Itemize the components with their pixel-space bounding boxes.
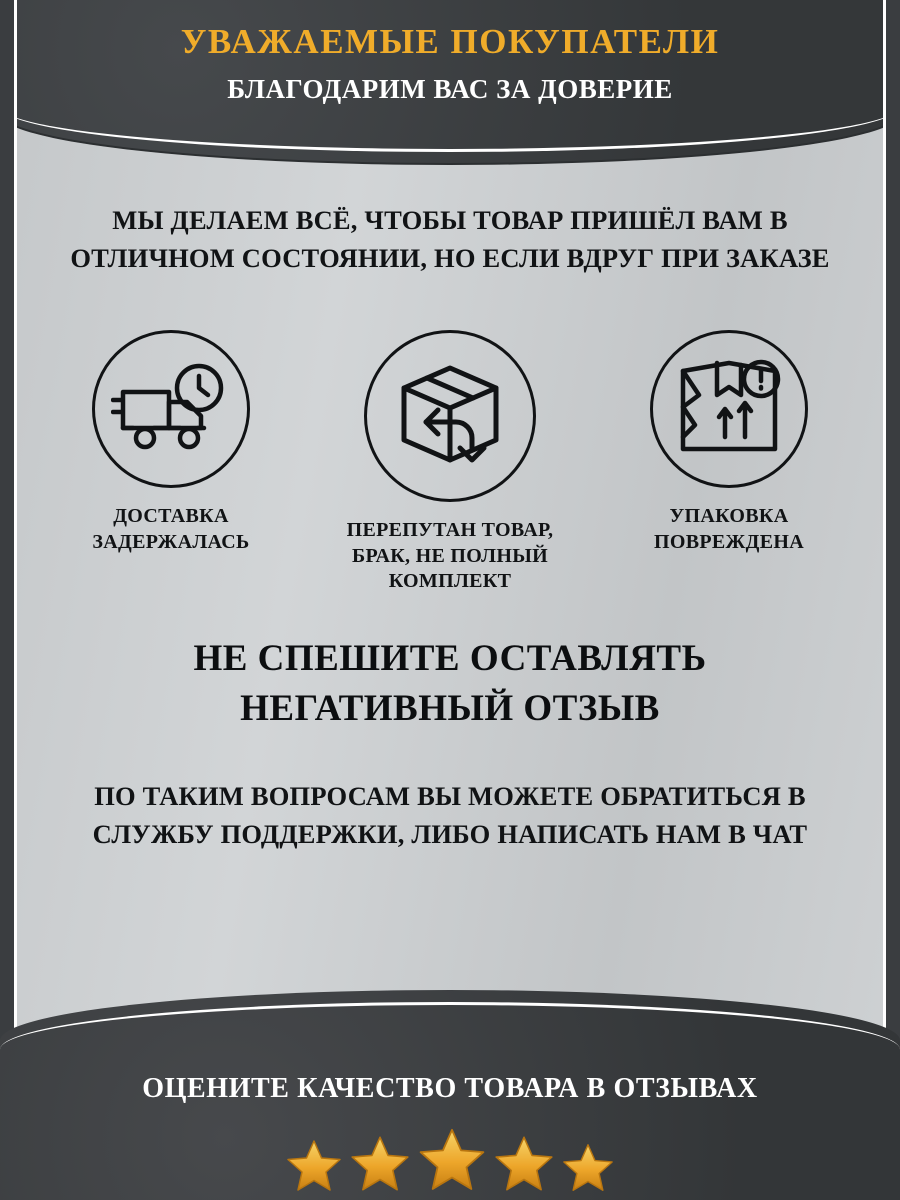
page-title: УВАЖАЕМЫЕ ПОКУПАТЕЛИ	[180, 22, 720, 61]
footer-title: ОЦЕНИТЕ КАЧЕСТВО ТОВАРА В ОТЗЫВАХ	[142, 1073, 758, 1105]
issues-row	[36, 330, 864, 595]
right-rail	[886, 0, 900, 1200]
right-rail-line	[883, 0, 886, 1200]
issue-item-damaged-package	[594, 330, 864, 555]
star-icon	[349, 1134, 411, 1194]
delivery-truck-clock-icon	[92, 330, 250, 488]
star-icon	[285, 1138, 343, 1194]
star-icon	[417, 1126, 487, 1194]
header-subtitle: БЛАГОДАРИМ ВАС ЗА ДОВЕРИЕ	[227, 74, 673, 104]
intro-text: МЫ ДЕЛАЕМ ВСЁ, ЧТОБЫ ТОВАР ПРИШЁЛ ВАМ В ОТЛИЧНОМ СОСТОЯНИИ, НО ЕСЛИ ВДРУГ ПРИ ЗАКАЗЕ	[70, 205, 830, 273]
star-icon	[561, 1142, 615, 1194]
issue-item-delivery-delayed	[36, 330, 306, 555]
issue-caption: УПАКОВКА ПОВРЕЖДЕНА	[654, 505, 804, 553]
left-rail	[0, 0, 14, 1200]
rating-stars	[0, 1126, 900, 1194]
damaged-package-warning-icon	[650, 330, 808, 488]
headline-text: НЕ СПЕШИТЕ ОСТАВЛЯТЬ НЕГАТИВНЫЙ ОТЗЫВ	[193, 638, 707, 729]
star-icon	[493, 1134, 555, 1194]
box-return-arrow-icon	[364, 330, 536, 502]
left-rail-line	[14, 0, 17, 1200]
issue-caption: ДОСТАВКА ЗАДЕРЖАЛАСЬ	[92, 505, 250, 553]
issue-caption: ПЕРЕПУТАН ТОВАР, БРАК, НЕ ПОЛНЫЙ КОМПЛЕКТ	[346, 519, 554, 593]
issue-item-wrong-item	[315, 330, 585, 595]
support-text: ПО ТАКИМ ВОПРОСАМ ВЫ МОЖЕТЕ ОБРАТИТЬСЯ В СЛУЖБУ ПОДДЕРЖКИ, ЛИБО НАПИСАТЬ НАМ В ЧАТ	[92, 781, 808, 849]
